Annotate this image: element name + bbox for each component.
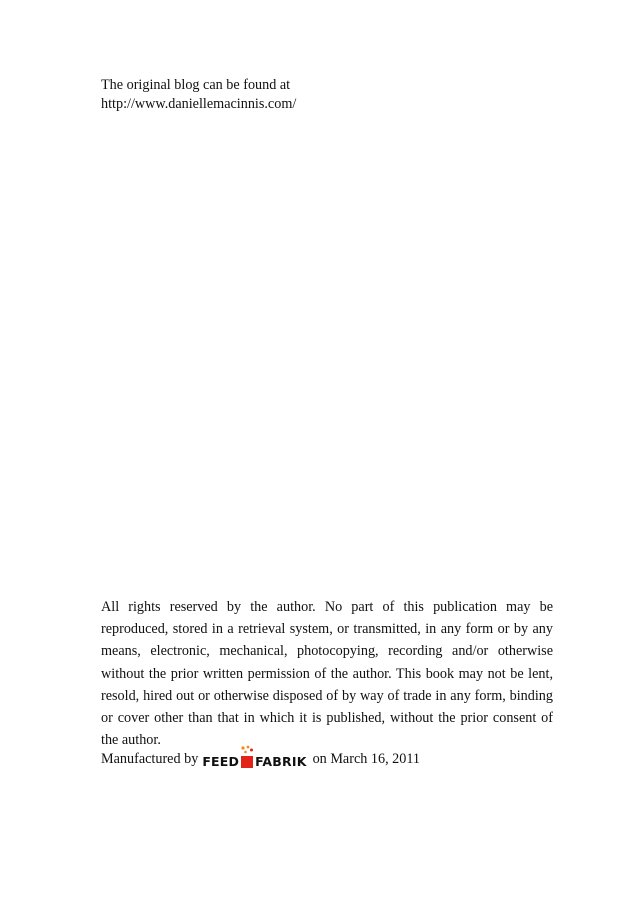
blog-source-line: The original blog can be found at xyxy=(101,77,291,93)
manufactured-prefix: Manufactured by xyxy=(101,751,199,767)
logo-word-feed: FEED xyxy=(202,754,240,769)
blog-source-note xyxy=(101,76,296,114)
logo-word-fabrik: FABRIK xyxy=(255,754,307,769)
feedfabrik-mark-icon xyxy=(240,745,254,769)
copyright-notice: All rights reserved by the author. No part of this publication may be reproduced, stored in a retrieval system, or transmitted, in any form or by any means, electronic, mechanical, photocopying, recording and/or otherwise without the prior written permission of the author. This book may not be lent, resold, hired out or otherwise disposed of by way of trade in any form, binding or cover other than that in which it is published, without the prior consent of the author. xyxy=(101,599,553,749)
manufactured-date: on March 16, 2011 xyxy=(312,751,421,767)
blog-url: http://www.daniellemacinnis.com/ xyxy=(101,96,297,112)
manufacturer-line xyxy=(101,743,420,769)
feedfabrik-logo xyxy=(202,745,306,769)
